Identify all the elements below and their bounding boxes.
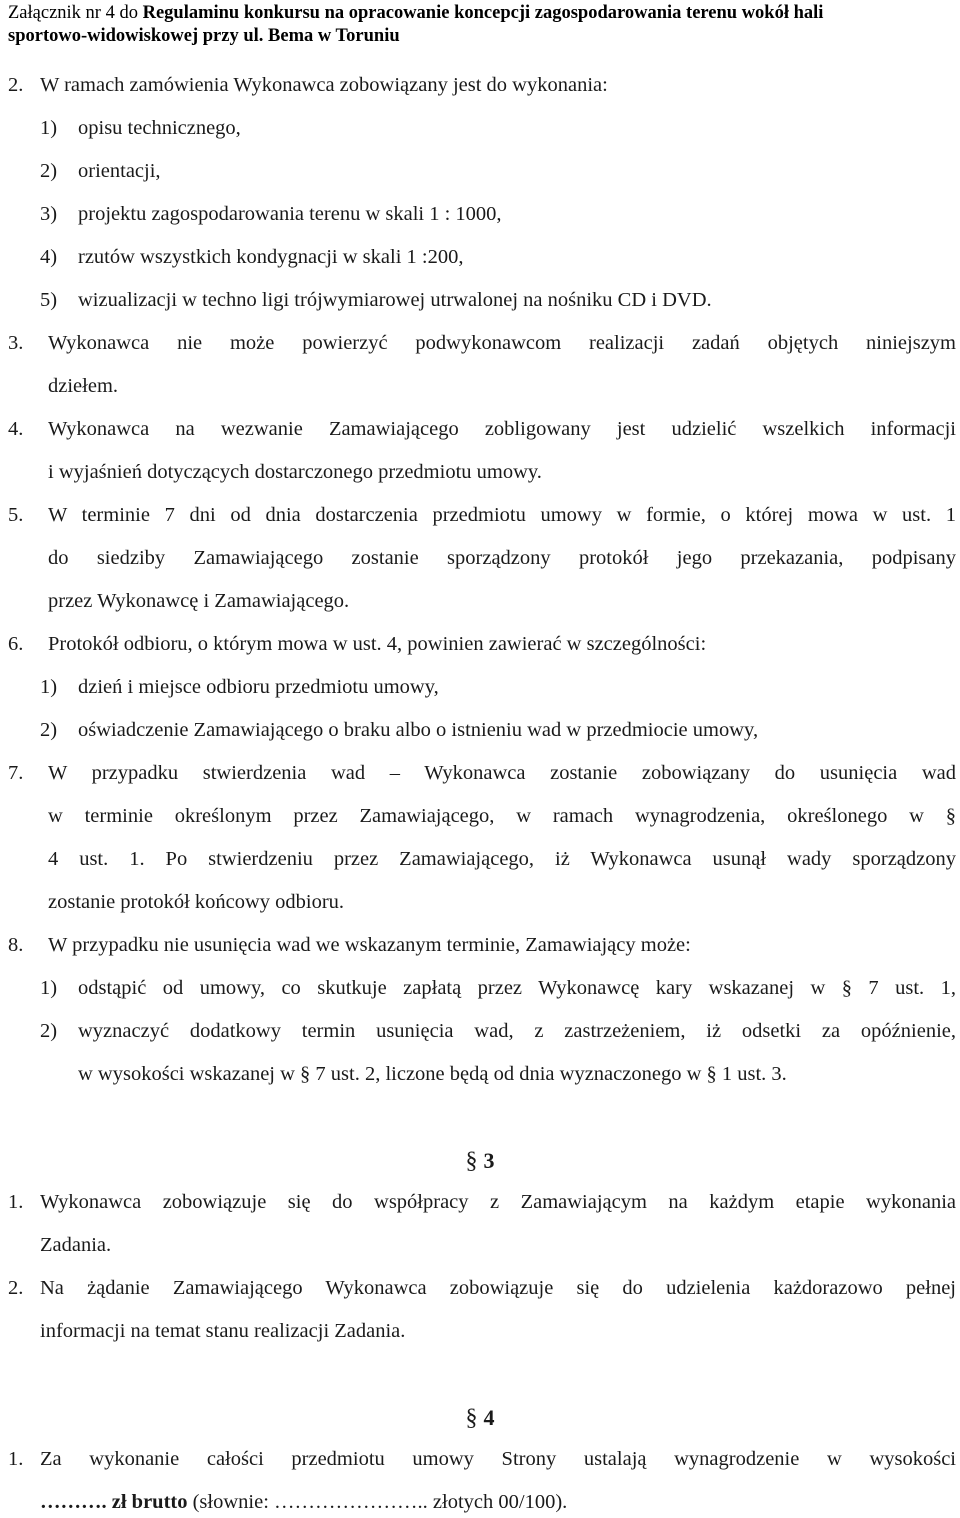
amount-line (40, 1491, 567, 1514)
paragraph-text: W terminie 7 dni od dnia dostarczenia przedmiotu umowy w formie, o której mowa w ust. 1 (48, 504, 956, 526)
list-item-text: opisu technicznego, (78, 117, 241, 139)
paragraph-number: 3. (8, 332, 24, 354)
amount-blank: ………. zł brutto (40, 1491, 188, 1513)
paragraph-number: 1. (8, 1191, 24, 1213)
amount-words: (słownie: ………………….. złotych 00/100). (192, 1491, 568, 1513)
paragraph-text: W przypadku stwierdzenia wad – Wykonawca zostanie zobowiązany do usunięcia wad (48, 762, 956, 784)
list-item-number: 2) (40, 160, 58, 182)
document-header (8, 2, 958, 48)
list-item-number: 5) (40, 289, 58, 311)
section-number: 4 (483, 1405, 495, 1430)
paragraph-text: Wykonawca na wezwanie Zamawiającego zobligowany jest udzielić wszelkich informacji (48, 418, 956, 440)
paragraph-text: W przypadku nie usunięcia wad we wskazanym terminie, Zamawiający może: (48, 934, 691, 956)
header-title-part-1: Regulaminu konkursu na opracowanie koncepcji zagospodarowania terenu wokół hali (142, 3, 824, 23)
section-symbol: § (465, 1405, 478, 1431)
paragraph-text: i wyjaśnień dotyczących dostarczonego przedmiotu umowy. (48, 461, 542, 483)
paragraph-number: 8. (8, 934, 24, 956)
paragraph-text: Za wykonanie całości przedmiotu umowy Strony ustalają wynagrodzenie w wysokości (40, 1448, 956, 1470)
paragraph-text: Zadania. (40, 1234, 112, 1256)
paragraph-text: 4 ust. 1. Po stwierdzeniu przez Zamawiającego, iż Wykonawca usunął wady sporządzony (48, 848, 956, 870)
list-item-text: wyznaczyć dodatkowy termin usunięcia wad, z zastrzeżeniem, iż odsetki za opóźnienie, (78, 1020, 956, 1042)
paragraph-number: 7. (8, 762, 24, 784)
paragraph-number: 1. (8, 1448, 24, 1470)
paragraph-number: 2. (8, 1277, 24, 1299)
list-item-number: 3) (40, 203, 58, 225)
paragraph-number: 2. (8, 74, 24, 96)
paragraph-text: Protokół odbioru, o którym mowa w ust. 4, powinien zawierać w szczególności: (48, 633, 707, 655)
paragraph-number: 6. (8, 633, 24, 655)
list-item-text: projektu zagospodarowania terenu w skali 1 : 1000, (78, 203, 502, 225)
list-item-number: 1) (40, 676, 58, 698)
list-item-number: 1) (40, 977, 58, 999)
list-item-number: 2) (40, 1020, 58, 1042)
paragraph-number: 4. (8, 418, 24, 440)
header-prefix: Załącznik nr 4 do (8, 3, 138, 23)
list-item-number: 4) (40, 246, 58, 268)
paragraph-text: Na żądanie Zamawiającego Wykonawca zobowiązuje się do udzielenia każdorazowo pełnej (40, 1277, 956, 1299)
section-symbol: § (465, 1148, 478, 1174)
paragraph-text: w terminie określonym przez Zamawiającego, w ramach wynagrodzenia, określonego w § (48, 805, 956, 827)
paragraph-text: Wykonawca zobowiązuje się do współpracy z Zamawiającym na każdym etapie wykonania (40, 1191, 956, 1213)
paragraph-text: Wykonawca nie może powierzyć podwykonawcom realizacji zadań objętych niniejszym (48, 332, 956, 354)
paragraph-text: dziełem. (48, 375, 119, 397)
paragraph-text: W ramach zamówienia Wykonawca zobowiązany jest do wykonania: (40, 74, 608, 96)
paragraph-text: zostanie protokół końcowy odbioru. (48, 891, 345, 913)
list-item-number: 1) (40, 117, 58, 139)
paragraph-text: do siedziby Zamawiającego zostanie sporządzony protokół jego przekazania, podpisany (48, 547, 956, 569)
list-item-text: w wysokości wskazanej w § 7 ust. 2, liczone będą od dnia wyznaczonego w § 1 ust. 3. (78, 1063, 787, 1085)
list-item-text: dzień i miejsce odbioru przedmiotu umowy, (78, 676, 439, 698)
section-number: 3 (483, 1148, 495, 1173)
paragraph-number: 5. (8, 504, 24, 526)
section-3-heading (0, 1148, 960, 1175)
paragraph-text: przez Wykonawcę i Zamawiającego. (48, 590, 350, 612)
header-line-1 (8, 2, 958, 25)
list-item-text: oświadczenie Zamawiającego o braku albo o istnieniu wad w przedmiocie umowy, (78, 719, 759, 741)
section-4-heading (0, 1405, 960, 1432)
list-item-text: rzutów wszystkich kondygnacji w skali 1 :200, (78, 246, 464, 268)
header-title-part-2: sportowo-widowiskowej przy ul. Bema w Toruniu (8, 26, 400, 46)
list-item-text: odstąpić od umowy, co skutkuje zapłatą przez Wykonawcę kary wskazanej w § 7 ust. 1, (78, 977, 956, 999)
paragraph-text: informacji na temat stanu realizacji Zadania. (40, 1320, 406, 1342)
list-item-text: orientacji, (78, 160, 161, 182)
list-item-number: 2) (40, 719, 58, 741)
list-item-text: wizualizacji w techno ligi trójwymiarowej utrwalonej na nośniku CD i DVD. (78, 289, 712, 311)
